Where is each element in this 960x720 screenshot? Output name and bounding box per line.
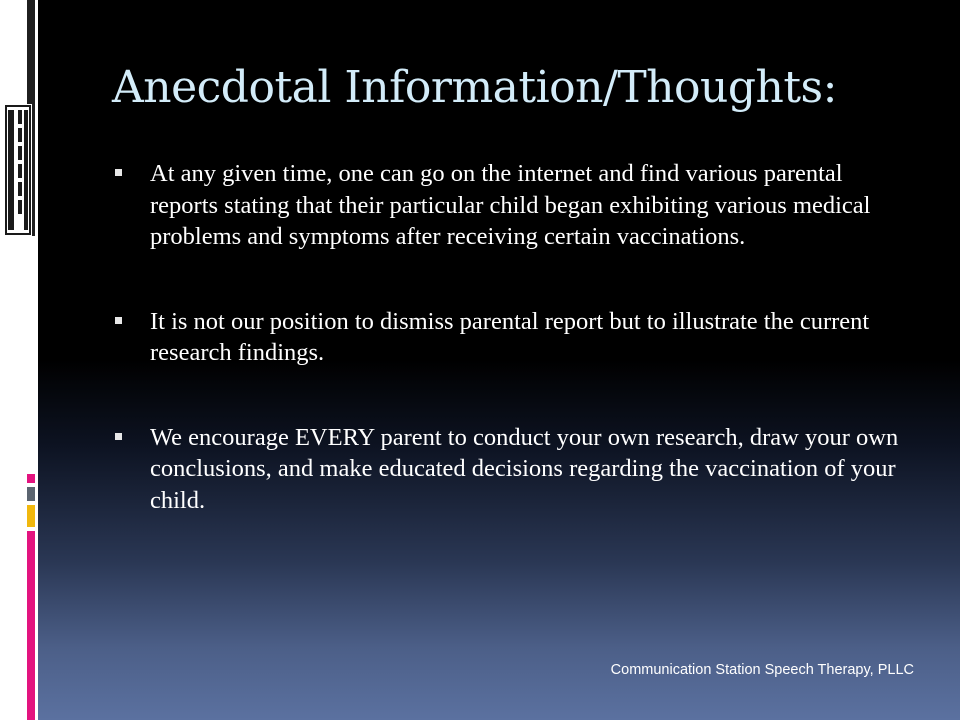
slide-title: Anecdotal Information/Thoughts: <box>112 62 837 113</box>
bullet-list <box>112 158 912 516</box>
bullet-item <box>112 158 912 253</box>
square-bullet-icon <box>115 433 122 440</box>
accent-stripe-pink <box>27 531 35 720</box>
bullet-text: It is not our position to dismiss parental report but to illustrate the current research findings. <box>150 307 870 366</box>
left-decorative-bar <box>0 0 38 720</box>
window-layout-icon <box>4 104 32 236</box>
accent-stripe-gray <box>27 487 35 501</box>
accent-stripe-yellow <box>27 505 35 527</box>
bullet-item <box>112 306 912 369</box>
square-bullet-icon <box>115 169 122 176</box>
bullet-item <box>112 422 912 517</box>
accent-stripe-pink-small <box>27 474 35 483</box>
slide-footer: Communication Station Speech Therapy, PLLC <box>610 662 914 678</box>
bullet-text: At any given time, one can go on the internet and find various parental reports stating that their particular child began exhibiting various medical problems and symptoms after receiving certain vaccinations. <box>150 160 871 250</box>
square-bullet-icon <box>115 317 122 324</box>
bullet-text: We encourage EVERY parent to conduct your own research, draw your own conclusions, and make educated decisions regarding the vaccination of your child. <box>150 423 899 514</box>
